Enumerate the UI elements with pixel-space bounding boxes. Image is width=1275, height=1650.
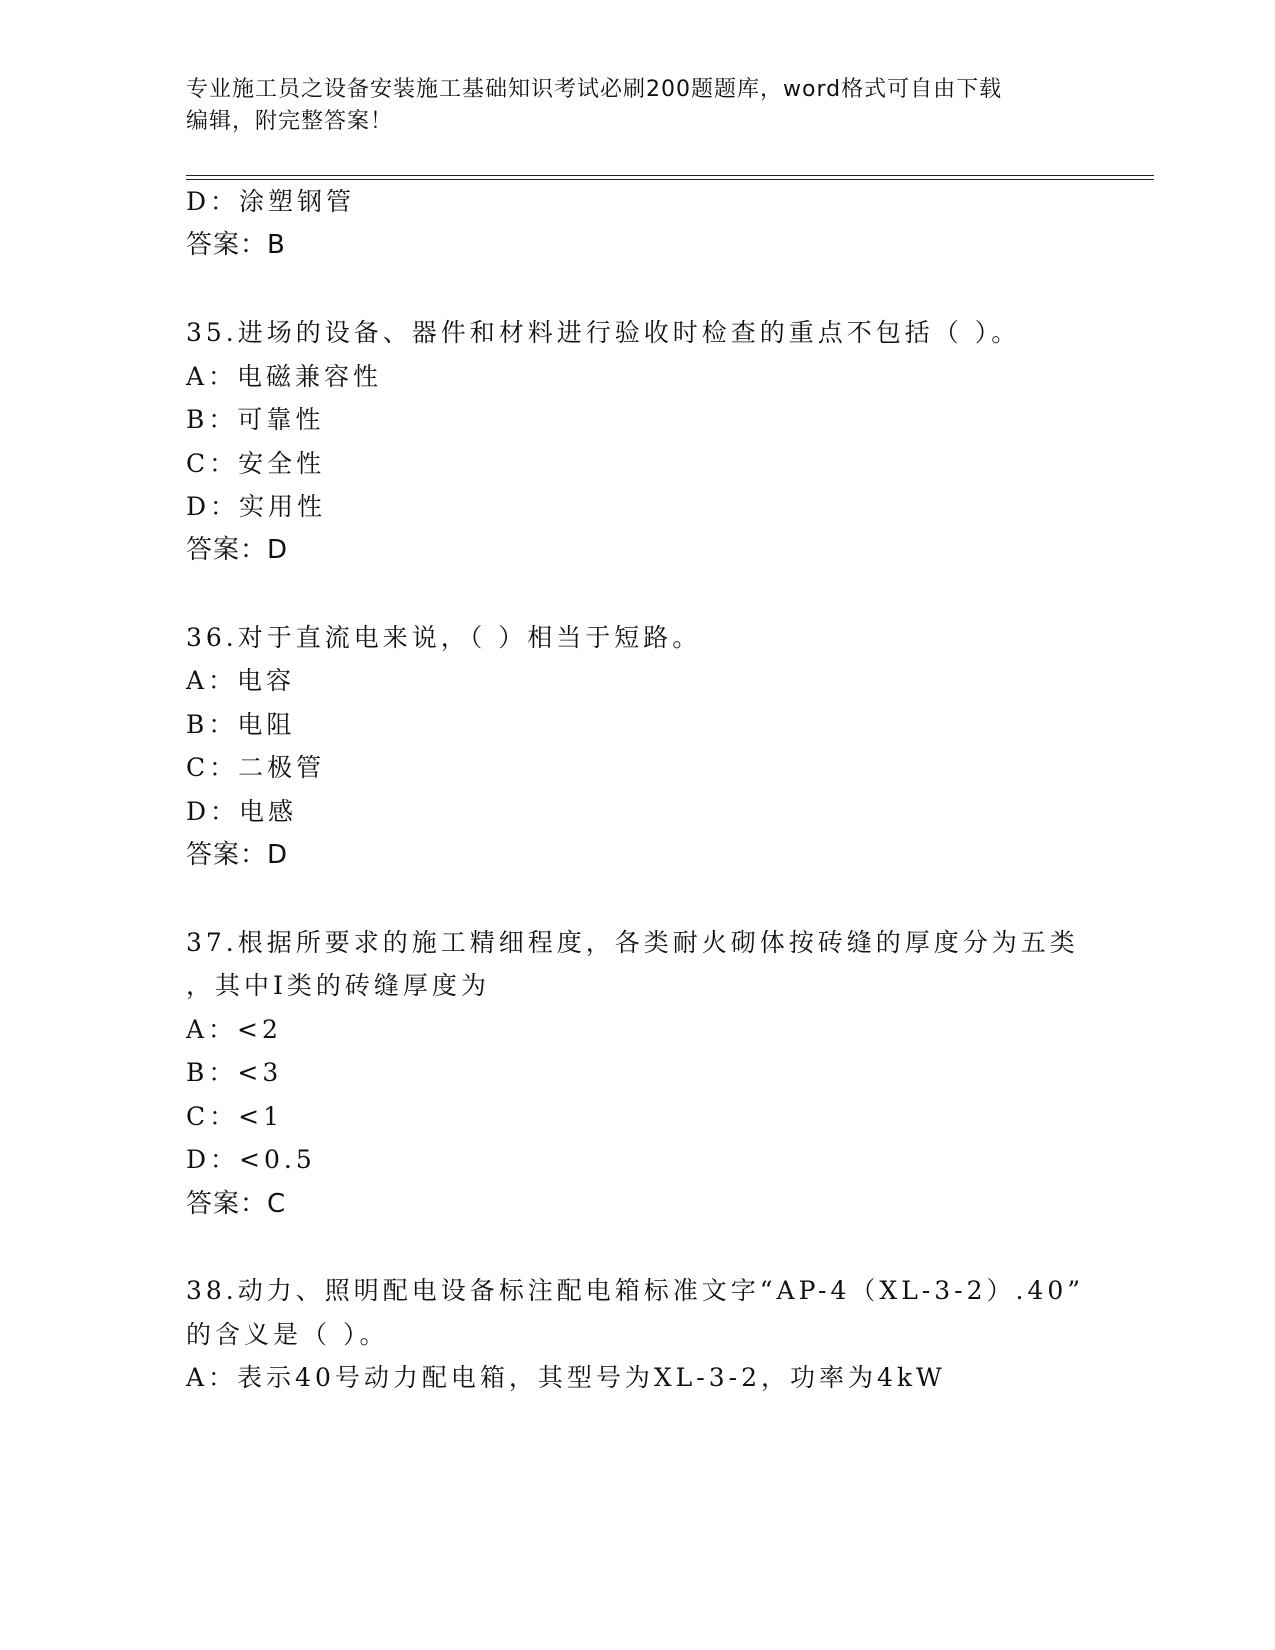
q37-answer: 答案：C [186, 1189, 287, 1219]
q36-option-b: B：电阻 [186, 710, 296, 739]
header-title-line-2: 编辑，附完整答案！ [186, 109, 394, 134]
q35-stem: 35.进场的设备、器件和材料进行验收时检查的重点不包括（ ）。 [186, 318, 1021, 347]
q36-stem: 36.对于直流电来说，（ ）相当于短路。 [186, 623, 702, 652]
q36-option-c: C：二极管 [186, 753, 326, 782]
q38-stem-line-2: 的含义是（ ）。 [186, 1320, 389, 1349]
q37-option-a: A：<2 [186, 1015, 282, 1044]
q37-option-d: D：<0.5 [186, 1145, 316, 1174]
q34-answer: 答案：B [186, 230, 286, 260]
q38-stem-line-1: 38.动力、照明配电设备标注配电箱标准文字“AP-4（XL-3-2）.40” [186, 1276, 1085, 1305]
q35-option-a: A：电磁兼容性 [186, 362, 383, 391]
header-divider [186, 175, 1154, 180]
q36-answer: 答案：D [186, 840, 289, 870]
document-header [186, 74, 1086, 138]
header-title-line-1: 专业施工员之设备安装施工基础知识考试必刷200题题库，word格式可自由下载 [186, 77, 1003, 102]
q37-stem-line-2: ，其中Ⅰ类的砖缝厚度为 [186, 971, 490, 1000]
q34-option-d: D：涂塑钢管 [186, 187, 356, 216]
q37-option-b: B：<3 [186, 1058, 283, 1087]
q36-option-d: D：电感 [186, 797, 298, 826]
q37-stem-line-1: 37.根据所要求的施工精细程度，各类耐火砌体按砖缝的厚度分为五类 [186, 928, 1079, 957]
q35-option-b: B：可靠性 [186, 405, 325, 434]
q36-option-a: A：电容 [186, 666, 296, 695]
q35-answer: 答案：D [186, 535, 289, 565]
q35-option-c: C：安全性 [186, 449, 326, 478]
q38-option-a: A：表示40号动力配电箱，其型号为XL-3-2，功率为4kW [186, 1363, 946, 1392]
q37-option-c: C：<1 [186, 1102, 283, 1131]
q35-option-d: D：实用性 [186, 492, 327, 521]
